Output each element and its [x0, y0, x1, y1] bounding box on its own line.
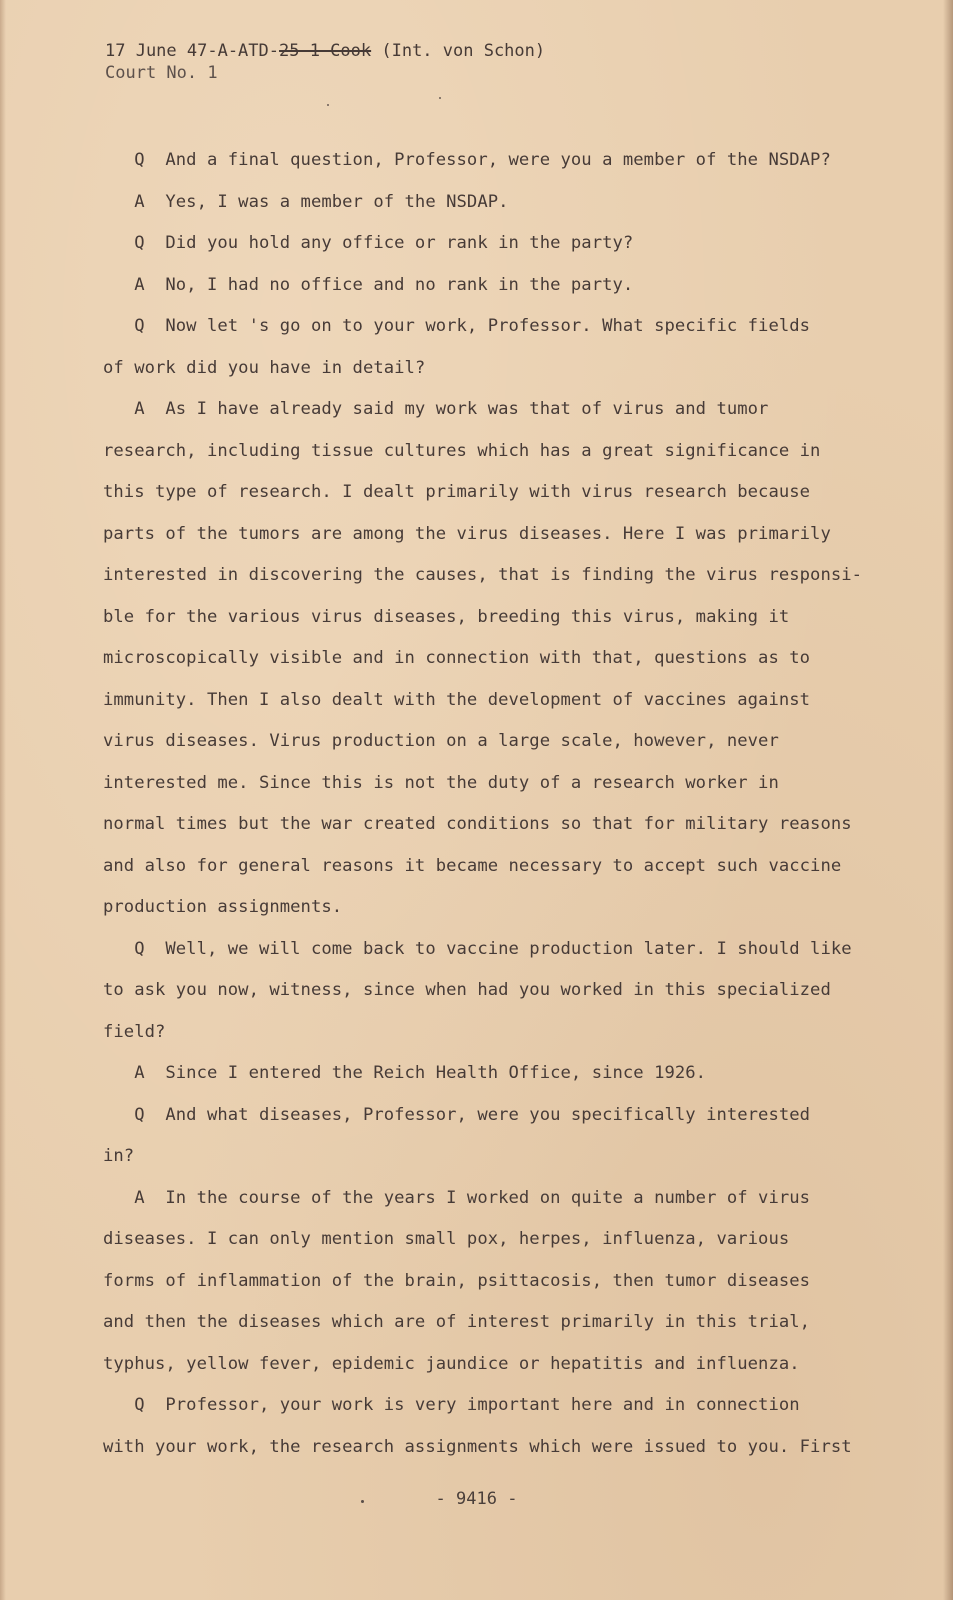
ink-speck [327, 104, 329, 106]
transcript-line: A In the course of the years I worked on quite a number of virus [103, 1187, 811, 1208]
document-header [105, 40, 545, 84]
transcript-line: interested in discovering the causes, that is finding the virus responsi- [103, 565, 863, 585]
transcript-line: typhus, yellow fever, epidemic jaundice or hepatitis and influenza. [103, 1353, 800, 1374]
transcript-line: Q Now let 's go on to your work, Professor. What specific fields [103, 316, 811, 336]
transcript-line: in? [103, 1146, 135, 1166]
header-court-line: Court No. 1 [105, 63, 218, 83]
header-session-struck: 25-1-Cook [279, 41, 372, 61]
transcript-line: A No, I had no office and no rank in the party. [103, 274, 634, 295]
transcript-line: field? [103, 1021, 166, 1042]
transcript-line: interested me. Since this is not the duty of a research worker in [103, 772, 779, 793]
header-session-suffix: (Int. von Schon) [371, 41, 546, 61]
transcript-line: virus diseases. Virus production on a large scale, however, never [103, 731, 779, 751]
transcript-line: research, including tissue cultures which has a great significance in [103, 440, 821, 461]
transcript-line: A As I have already said my work was that of virus and tumor [103, 399, 769, 419]
transcript-line: and then the diseases which are of interest primarily in this trial, [103, 1312, 811, 1332]
transcript-line: microscopically visible and in connection with that, questions as to [103, 648, 811, 668]
paper-edge-left [0, 0, 6, 1600]
ink-speck [439, 97, 441, 99]
header-session-prefix: 17 June 47-A-ATD- [105, 41, 279, 61]
transcript-line: of work did you have in detail? [103, 357, 426, 378]
transcript-body [103, 140, 863, 1468]
transcript-line: Q Did you hold any office or rank in the party? [103, 233, 634, 253]
header-session-line [105, 40, 545, 62]
transcript-line: diseases. I can only mention small pox, herpes, influenza, various [103, 1229, 790, 1249]
transcript-line: Q Well, we will come back to vaccine production later. I should like [103, 938, 852, 959]
transcript-line: A Yes, I was a member of the NSDAP. [103, 191, 509, 212]
transcript-line: to ask you now, witness, since when had you worked in this specialized [103, 980, 831, 1000]
transcript-line: ble for the various virus diseases, breeding this virus, making it [103, 606, 790, 627]
transcript-line: immunity. Then I also dealt with the development of vaccines against [103, 689, 811, 710]
transcript-line: normal times but the war created conditions so that for military reasons [103, 814, 852, 834]
transcript-line: Q And a final question, Professor, were you a member of the NSDAP? [103, 150, 831, 170]
transcript-line: parts of the tumors are among the virus diseases. Here I was primarily [103, 523, 831, 544]
page-number: - 9416 - [435, 1489, 518, 1509]
transcript-line: forms of inflammation of the brain, psittacosis, then tumor diseases [103, 1270, 811, 1291]
transcript-line: Q And what diseases, Professor, were you specifically interested [103, 1104, 811, 1125]
transcript-line: Q Professor, your work is very important here and in connection [103, 1395, 800, 1415]
paper-edge-right [943, 0, 953, 1600]
transcript-line: with your work, the research assignments which were issued to you. First [103, 1436, 852, 1457]
transcript-line: and also for general reasons it became necessary to accept such vaccine [103, 855, 842, 876]
transcript-line: this type of research. I dealt primarily with virus research because [103, 482, 811, 502]
transcript-line: A Since I entered the Reich Health Office, since 1926. [103, 1063, 707, 1083]
transcript-line: production assignments. [103, 897, 343, 917]
